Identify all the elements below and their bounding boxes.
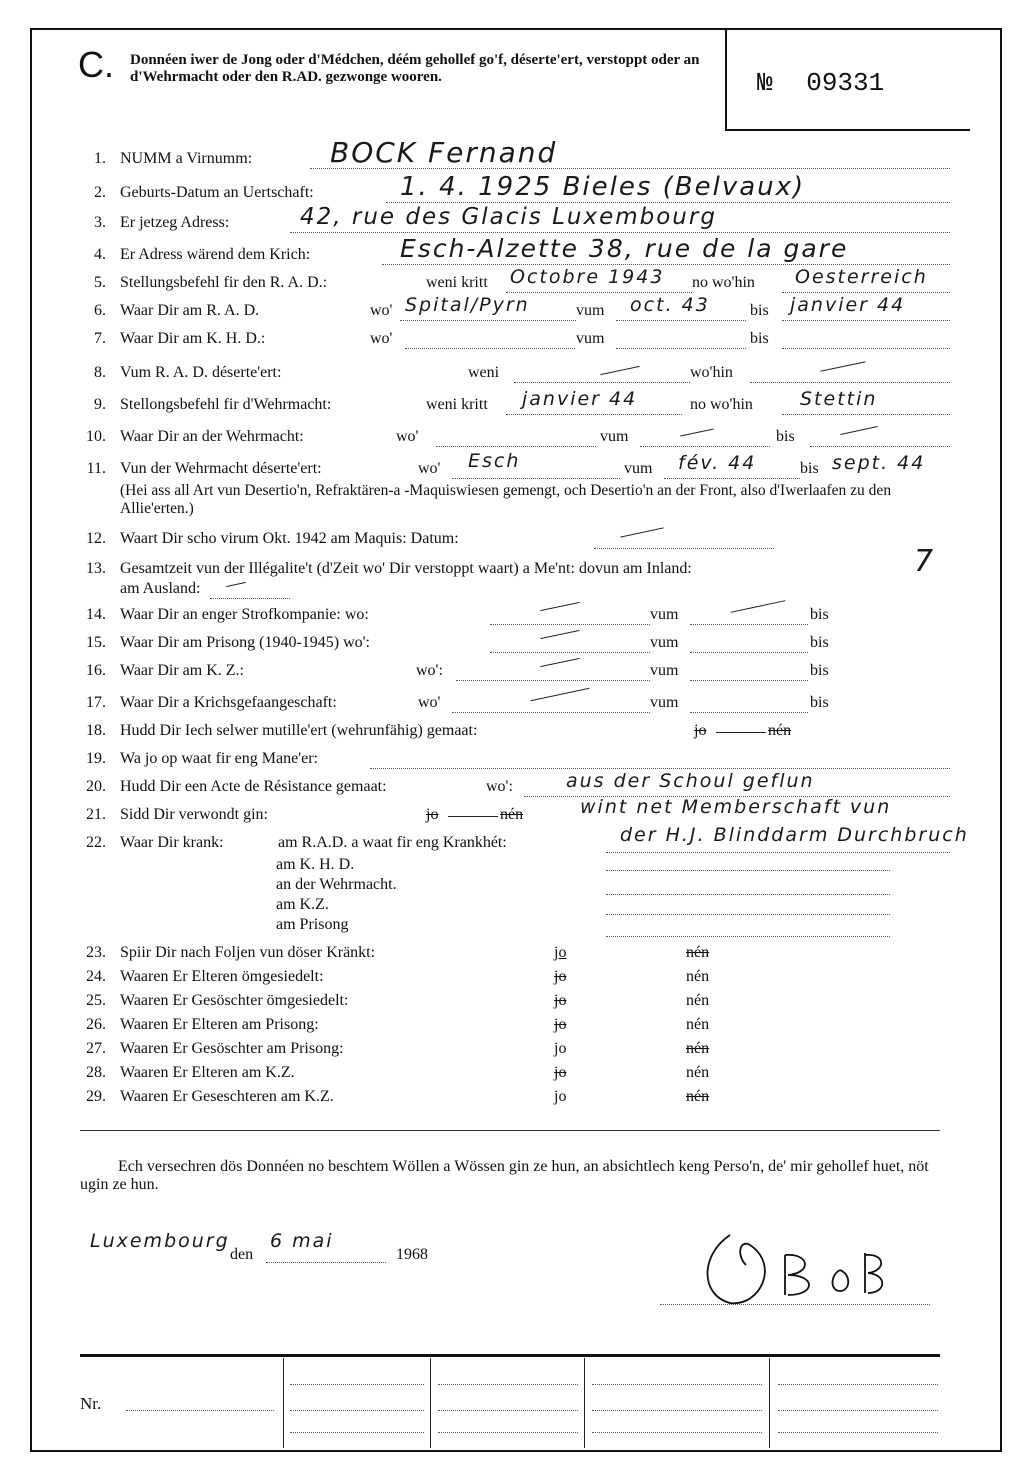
row-29: 29. Waaren Er Geseschteren am K.Z. jo nén: [86, 1088, 710, 1105]
row-7: 7. Waar Dir am K. H. D.: wo' vum bis: [60, 330, 960, 352]
row-13: 13. Gesamtzeit vun der Illégalite't (d'Zeit wo' Dir verstoppt waart) a Me'nt: dovun am Inland: 7: [86, 544, 936, 579]
form-title: Donnéen iwer de Jong oder d'Médchen, déém gehollef go'f, déserte'ert, verstoppt oder an d'Wehrmacht oder den R.AD. gezwonge wooren.: [130, 52, 700, 85]
row-3: 3. Er jetzeg Adress: 42, rue des Glacis Luxembourg: [60, 214, 960, 236]
row-11-note: (Hei ass all Art vun Desertio'n, Refraktären-a -Maquiswiesen gemengt, och Desertio'n an der Front, also d'Iwerlaafen zu den Allie'erten.): [120, 482, 892, 517]
name-value[interactable]: BOCK Fernand: [330, 136, 558, 169]
war-address-value[interactable]: Esch-Alzette 38, rue de la gare: [400, 234, 849, 263]
row-6: 6. Waar Dir am R. A. D. wo' Spital/Pyrn vum oct. 43 bis janvier 44: [60, 302, 960, 324]
birth-value[interactable]: 1. 4. 1925 Bieles (Belvaux): [400, 172, 806, 202]
row-8: 8. Vum R. A. D. déserte'ert: weni wo'hin: [60, 364, 960, 386]
row-label: NUMM a Virnumm:: [120, 150, 253, 167]
address-value[interactable]: 42, rue des Glacis Luxembourg: [300, 204, 717, 230]
number-sign: №: [757, 68, 773, 98]
row-20: 20. Hudd Dir een Acte de Résistance gemaat: wo': aus der Schoul geflun: [60, 778, 960, 800]
row-23: 23. Spiir Dir nach Foljen vun döser Kränkt: jo nén: [86, 944, 710, 961]
row-17: 17. Waar Dir a Krichsgefaangeschaft: wo' vum bis: [60, 694, 960, 716]
row-19: 19. Wa jo op waat fir eng Mane'er:: [60, 750, 960, 772]
sick-kz: am K.Z.: [276, 896, 329, 913]
document-number: [757, 68, 884, 98]
row-27: 27. Waaren Er Gesöschter am Prisong: jo nén: [86, 1040, 710, 1057]
sick-wehrmacht: an der Wehrmacht.: [276, 876, 397, 893]
row-14: 14. Waar Dir an enger Strofkompanie: wo: vum bis: [60, 606, 960, 628]
row-21: 21. Sidd Dir verwondt gin: jo nén wint net Memberschaft vun: [86, 796, 892, 823]
row-15: 15. Waar Dir am Prisong (1940-1945) wo': vum bis: [60, 634, 960, 656]
sick-prisong: am Prisong: [276, 916, 349, 933]
section-letter: C.: [78, 44, 114, 85]
row-1: [60, 136, 960, 172]
number-value: 09331: [806, 68, 885, 98]
row-18: 18. Hudd Dir Iech selwer mutille'ert (wehrunfähig) gemaat: jo nén: [86, 722, 792, 739]
row-24: 24. Waaren Er Elteren ömgesiedelt: jo nén: [86, 968, 710, 985]
header-divider-bottom: [725, 129, 970, 131]
row-13-ausland: am Ausland:: [60, 580, 960, 602]
row-9: 9. Stellongsbefehl fir d'Wehrmacht: weni kritt janvier 44 no wo'hin Stettin: [60, 396, 960, 418]
row-26: 26. Waaren Er Elteren am Prisong: jo nén: [86, 1016, 710, 1033]
row-12: 12. Waart Dir scho virum Okt. 1942 am Maquis: Datum:: [60, 530, 960, 552]
row-5: 5. Stellungsbefehl fir den R. A. D.: weni kritt Octobre 1943 no wo'hin Oesterreich: [60, 274, 960, 296]
sick-khd: am K. H. D.: [276, 856, 355, 873]
row-22: 22. Waar Dir krank: am R.A.D. a waat fir eng Krankhét: der H.J. Blinddarm Durchbruch: [86, 824, 969, 851]
declaration: Ech versechren dös Donnéen no beschtem Wöllen a Wössen gin ze hun, an absichtlech keng Perso'n, de' mir gehollef huet, nöt ugin ze hun.: [80, 1158, 929, 1193]
header-divider: [725, 30, 727, 130]
row-11: 11. Vun der Wehrmacht déserte'ert: wo' Esch vum fév. 44 bis sept. 44: [86, 450, 926, 477]
section-separator: [80, 1130, 940, 1131]
row-16: 16. Waar Dir am K. Z.: wo': vum bis: [60, 662, 960, 684]
inland-months[interactable]: 7: [914, 544, 936, 579]
row-2: 2. Geburts-Datum an Uertschaft: 1. 4. 1925 Bieles (Belvaux): [60, 184, 960, 206]
place-value[interactable]: Luxembourg: [90, 1230, 230, 1252]
row-10: 10. Waar Dir an der Wehrmacht: wo' vum bis: [60, 428, 960, 450]
row-number: 1.: [94, 150, 106, 167]
nr-label: Nr.: [80, 1394, 102, 1413]
row-28: 28. Waaren Er Elteren am K.Z. jo nén: [86, 1064, 710, 1081]
row-4: 4. Er Adress wärend dem Krich: Esch-Alzette 38, rue de la gare: [60, 246, 960, 268]
bottom-rule: [80, 1354, 940, 1357]
row-25: 25. Waaren Er Gesöschter ömgesiedelt: jo nén: [86, 992, 710, 1009]
date-value[interactable]: 6 mai: [270, 1230, 334, 1252]
